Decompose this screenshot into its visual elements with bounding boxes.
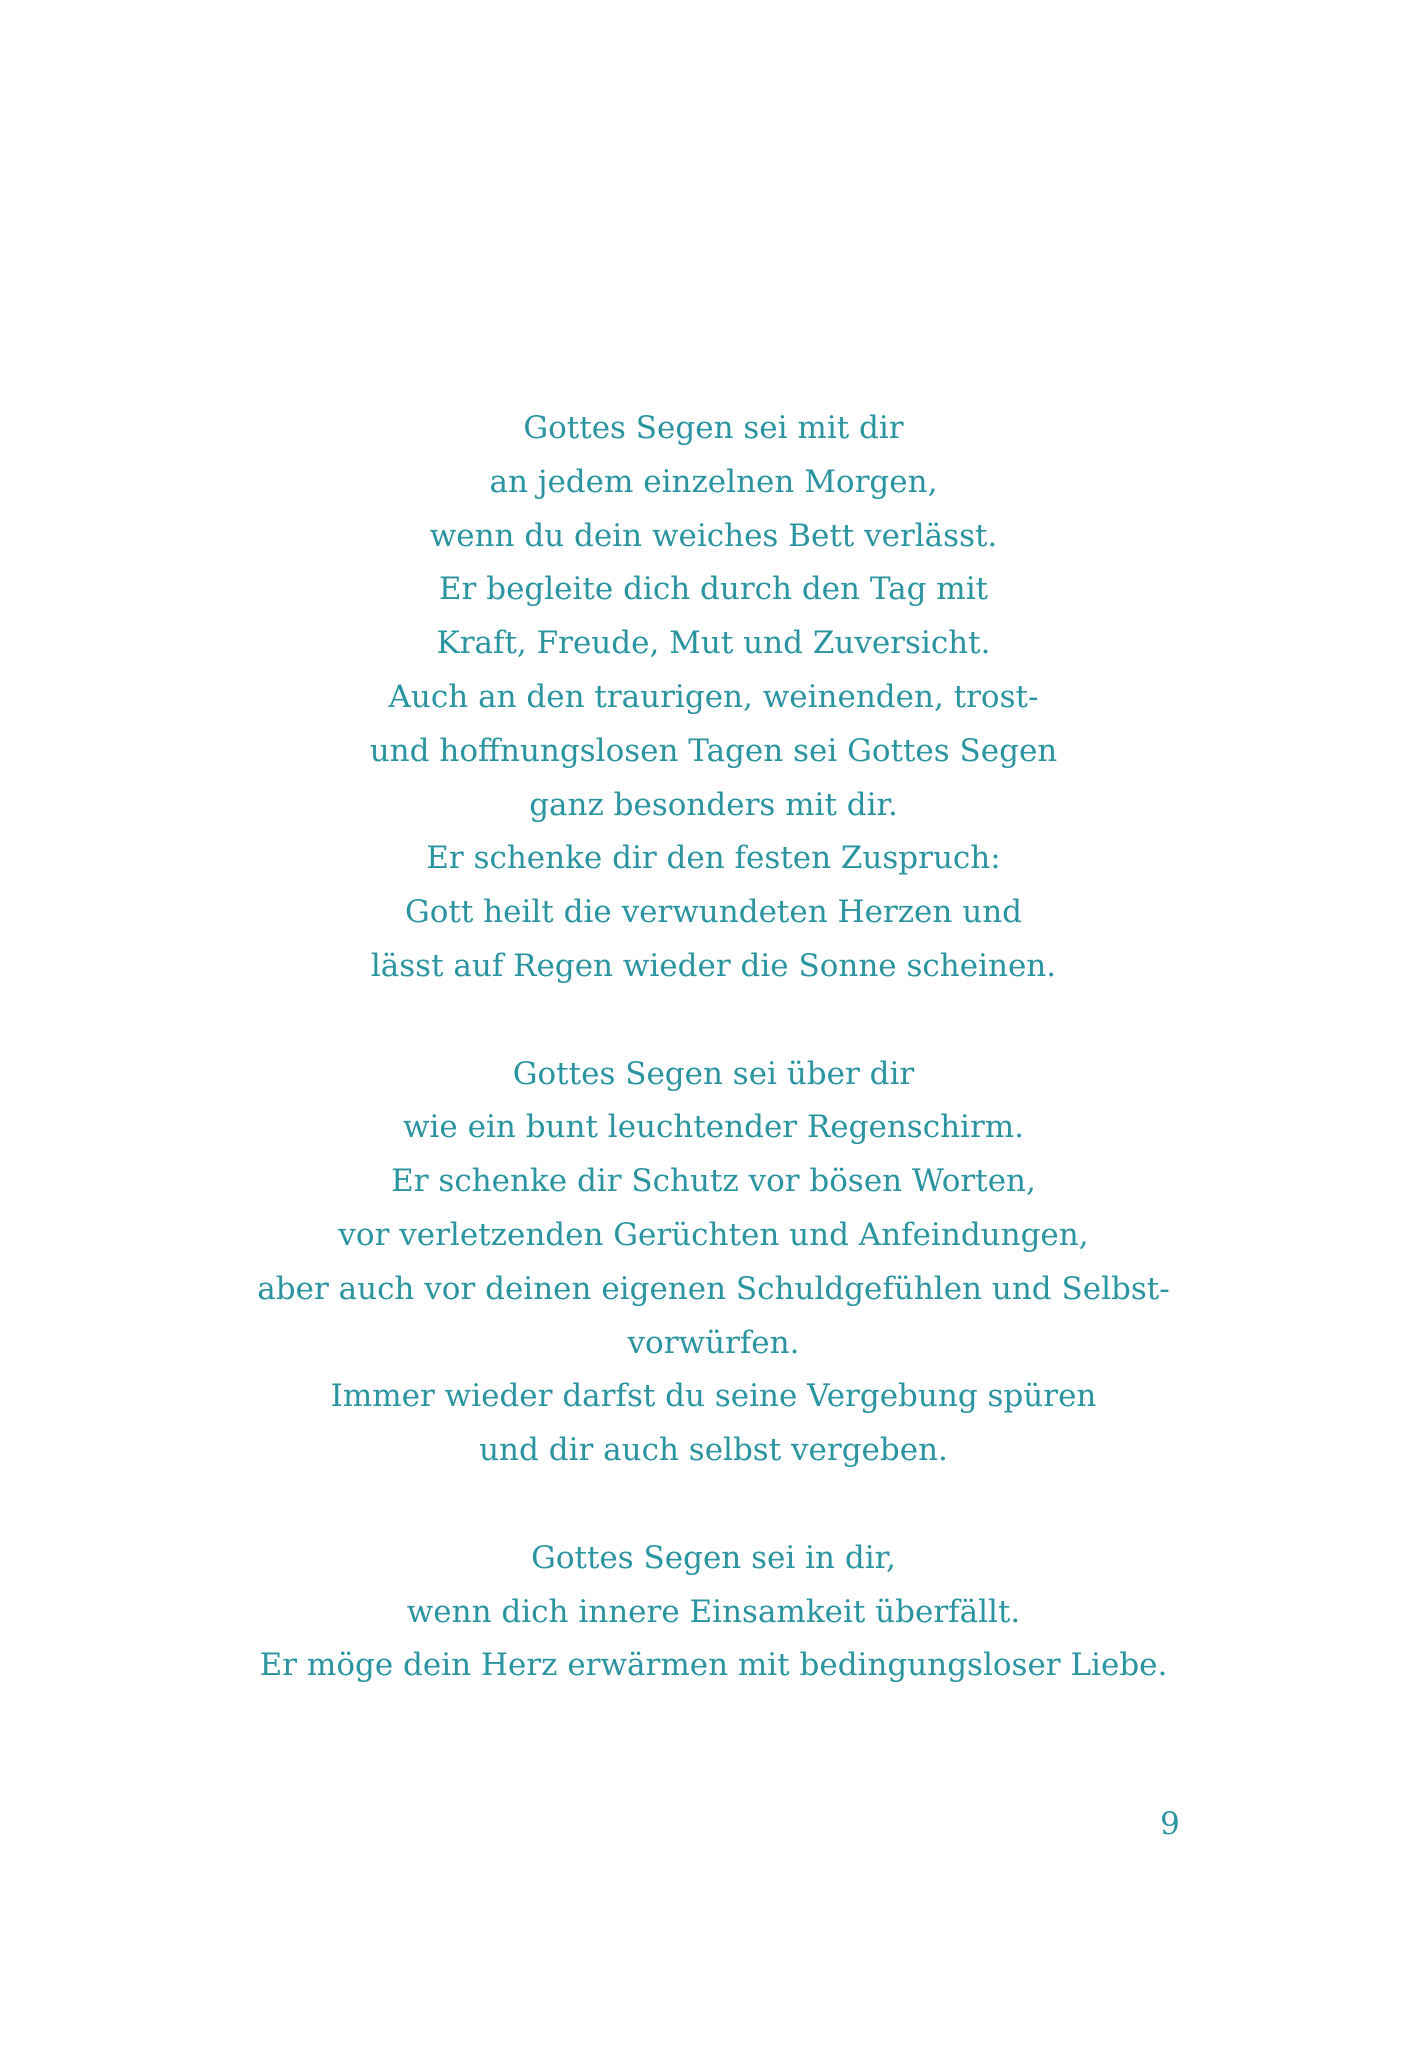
poem-line: wenn dich innere Einsamkeit überfällt. xyxy=(406,1593,1021,1630)
poem-line: Er schenke dir Schutz vor bösen Worten, xyxy=(391,1163,1036,1200)
poem-line: Gottes Segen sei in dir, xyxy=(531,1539,896,1576)
poem-line: ganz besonders mit dir. xyxy=(529,786,898,823)
poem-line: an jedem einzelnen Morgen, xyxy=(489,463,938,500)
poem-line: und dir auch selbst vergeben. xyxy=(479,1432,948,1469)
page-number: 9 xyxy=(1160,1806,1180,1842)
poem-line: lässt auf Regen wieder die Sonne scheinen. xyxy=(370,947,1057,984)
poem-line: vorwürfen. xyxy=(627,1324,800,1361)
poem-line: Kraft, Freude, Mut und Zuversicht. xyxy=(436,625,991,662)
poem-line: wie ein bunt leuchtender Regenschirm. xyxy=(402,1109,1025,1146)
stanza-3 xyxy=(0,1532,1427,1693)
poem-line: aber auch vor deinen eigenen Schuldgefühlen und Selbst- xyxy=(257,1270,1170,1307)
poem-line: Gott heilt die verwundeten Herzen und xyxy=(404,894,1023,931)
poem-line: Gottes Segen sei mit dir xyxy=(523,410,904,446)
poem-line: Immer wieder darfst du seine Vergebung spüren xyxy=(330,1378,1097,1415)
stanza-2 xyxy=(0,1048,1427,1478)
poem-line: Er begleite dich durch den Tag mit xyxy=(438,571,989,608)
poem-line: Er schenke dir den festen Zuspruch: xyxy=(426,840,1001,877)
poem-line: wenn du dein weiches Bett verlässt. xyxy=(429,517,998,554)
blessing-poem xyxy=(0,402,1427,1693)
poem-line: und hoffnungslosen Tagen sei Gottes Segen xyxy=(369,732,1058,769)
poem-line: Gottes Segen sei über dir xyxy=(512,1055,915,1092)
stanza-1 xyxy=(0,402,1427,994)
poem-line: vor verletzenden Gerüchten und Anfeindungen, xyxy=(338,1216,1089,1253)
poem-line: Er möge dein Herz erwärmen mit bedingungsloser Liebe. xyxy=(259,1647,1168,1684)
poem-line: Auch an den traurigen, weinenden, trost- xyxy=(388,678,1039,715)
